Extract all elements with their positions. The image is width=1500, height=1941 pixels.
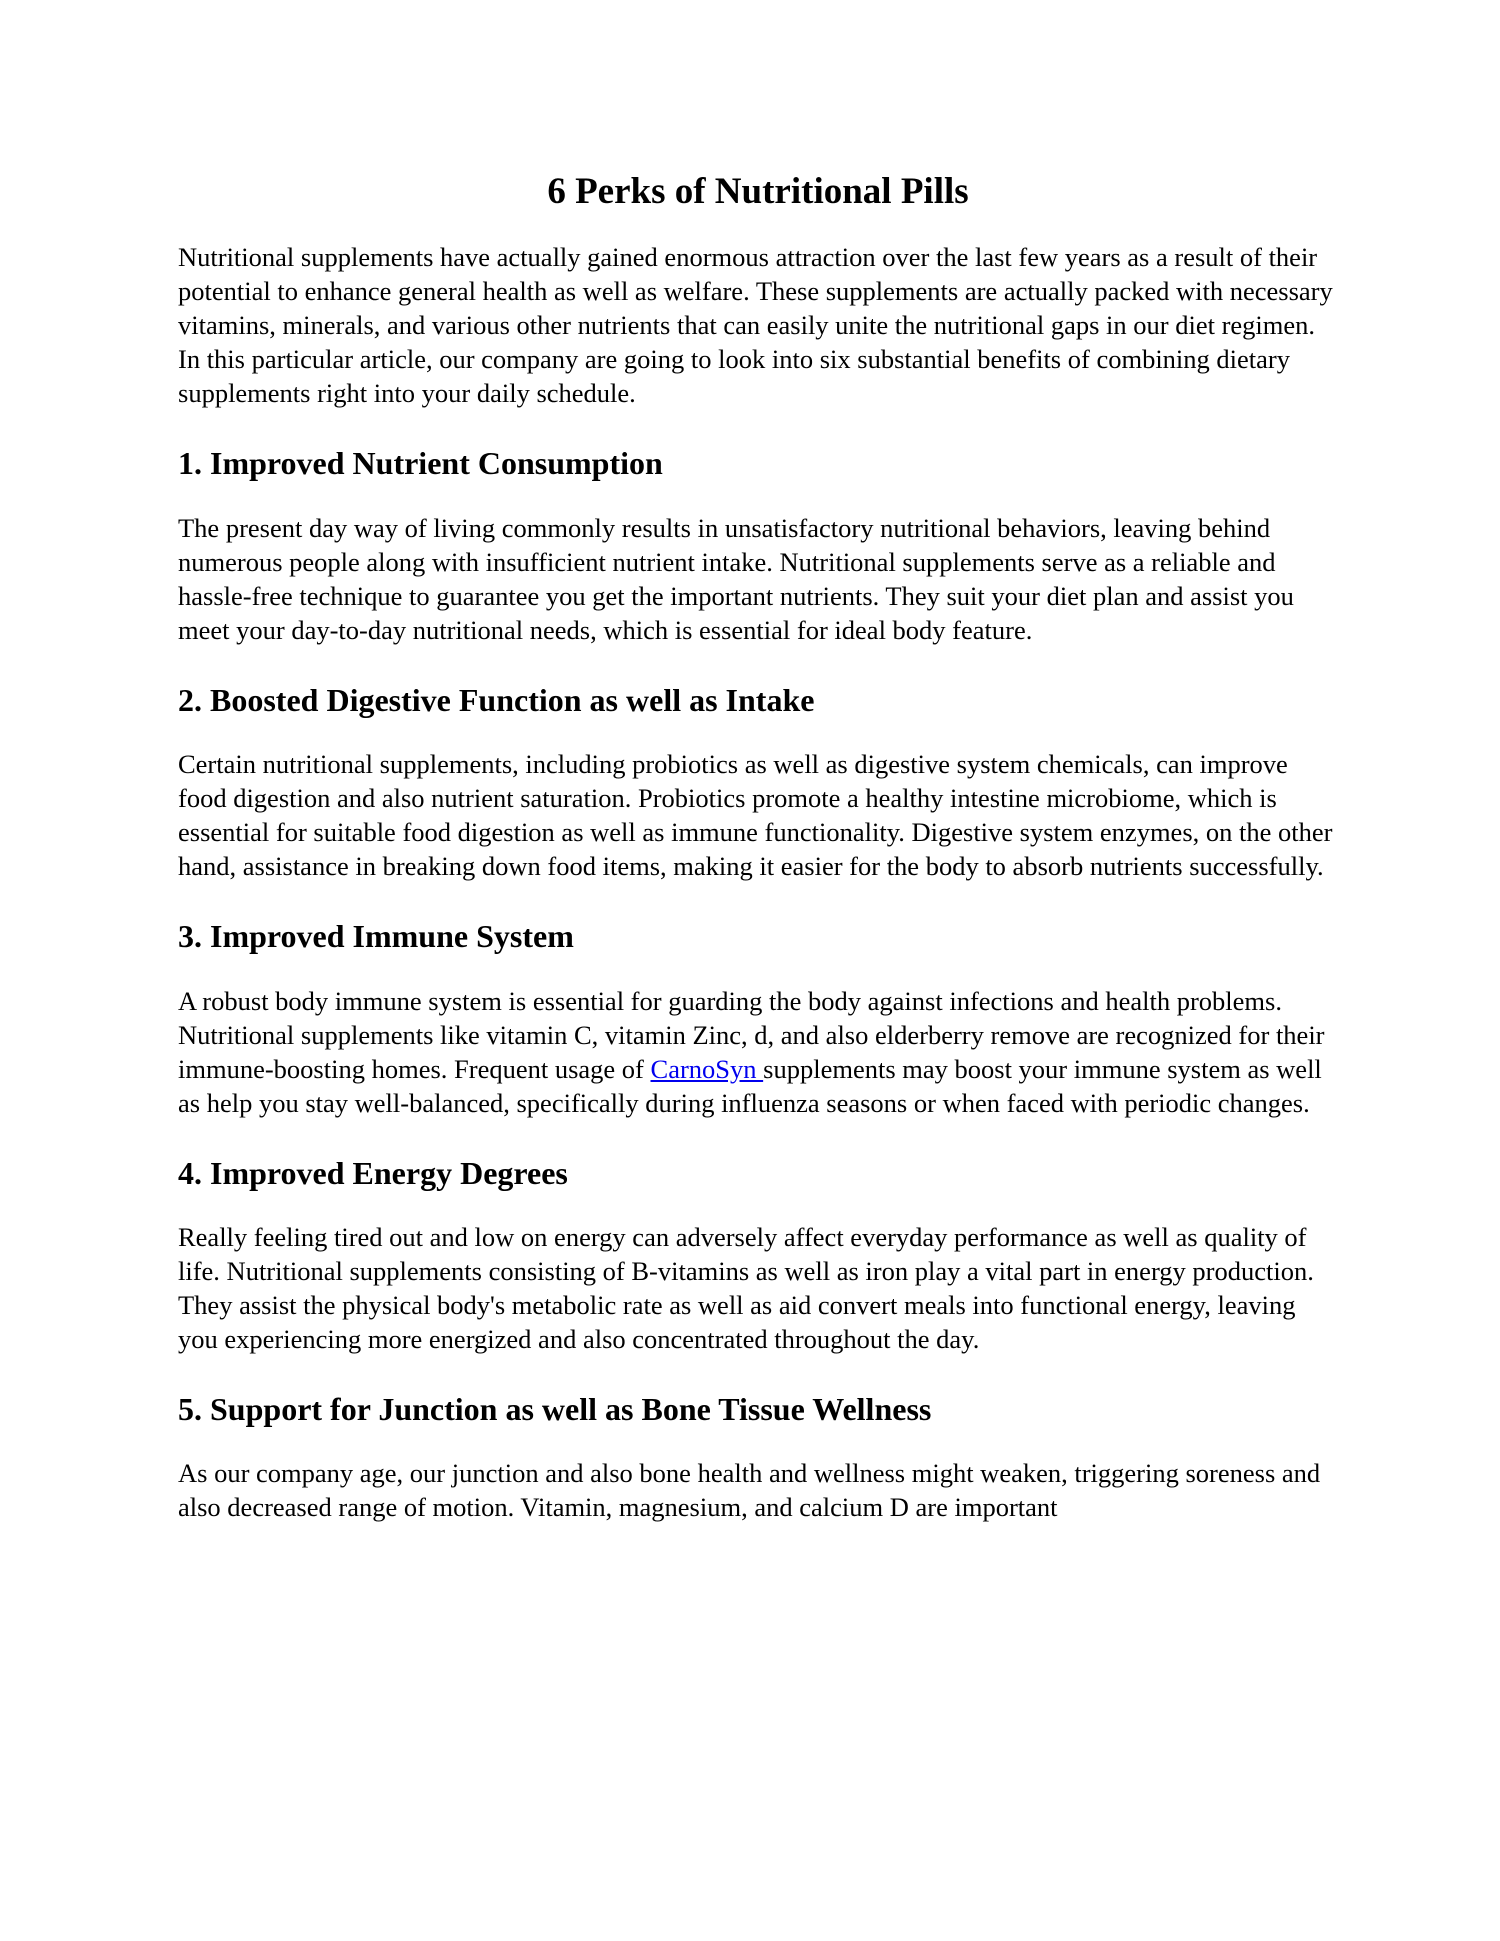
section-body-2: Certain nutritional supplements, including probiotics as well as digestive system chemicals, can improve food digestion and also nutrient saturation. Probiotics promote a healthy intestine microbiome, which is essential for suitable food digestion as well as immune functionality. Digestive system enzymes, on the other hand, assistance in breaking down food items, making it easier for the body to absorb nutrients successfully. bbox=[178, 749, 1333, 882]
section-body-3-before-link: A robust body immune system is essential for guarding the body against infections and health problems. Nutritional supplements like vitamin C, vitamin Zinc, d, and also elderberry remove are recognized for their immune-boosting homes. Frequent usage of bbox=[178, 985, 1325, 1084]
section-body-3 bbox=[178, 984, 1338, 1120]
carnosyn-link[interactable]: CarnoSyn bbox=[650, 1053, 764, 1084]
intro-paragraph: Nutritional supplements have actually gained enormous attraction over the last few years as a result of their potential to enhance general health as well as welfare. These supplements are actually packed with necessary vitamins, minerals, and various other nutrients that can easily unite the nutritional gaps in our diet regimen. In this particular article, our company are going to look into six substantial benefits of combining dietary supplements right into your daily schedule. bbox=[178, 242, 1333, 409]
document-title: 6 Perks of Nutritional Pills bbox=[547, 171, 969, 212]
section-body-5: As our company age, our junction and also bone health and wellness might weaken, triggering soreness and also decreased range of motion. Vitamin, magnesium, and calcium D are important bbox=[178, 1458, 1321, 1523]
section-heading-2: 2. Boosted Digestive Function as well as Intake bbox=[178, 681, 815, 718]
document-page bbox=[178, 170, 1338, 1524]
section-heading-5: 5. Support for Junction as well as Bone Tissue Wellness bbox=[178, 1390, 932, 1427]
section-body-4: Really feeling tired out and low on energy can adversely affect everyday performance as well as quality of life. Nutritional supplements consisting of B-vitamins as well as iron play a vital part in energy production. They assist the physical body's metabolic rate as well as aid convert meals into functional energy, leaving you experiencing more energized and also concentrated throughout the day. bbox=[178, 1221, 1314, 1354]
section-heading-3: 3. Improved Immune System bbox=[178, 918, 574, 955]
section-body-3-after-link: supplements may boost your immune system as well as help you stay well-balanced, specifically during influenza seasons or when faced with periodic changes. bbox=[178, 1053, 1322, 1118]
section-heading-1: 1. Improved Nutrient Consumption bbox=[178, 445, 663, 482]
section-body-1: The present day way of living commonly results in unsatisfactory nutritional behaviors, leaving behind numerous people along with insufficient nutrient intake. Nutritional supplements serve as a reliable and hassle-free technique to guarantee you get the important nutrients. They suit your diet plan and assist you meet your day-to-day nutritional needs, which is essential for ideal body feature. bbox=[178, 512, 1294, 645]
section-heading-4: 4. Improved Energy Degrees bbox=[178, 1154, 568, 1191]
